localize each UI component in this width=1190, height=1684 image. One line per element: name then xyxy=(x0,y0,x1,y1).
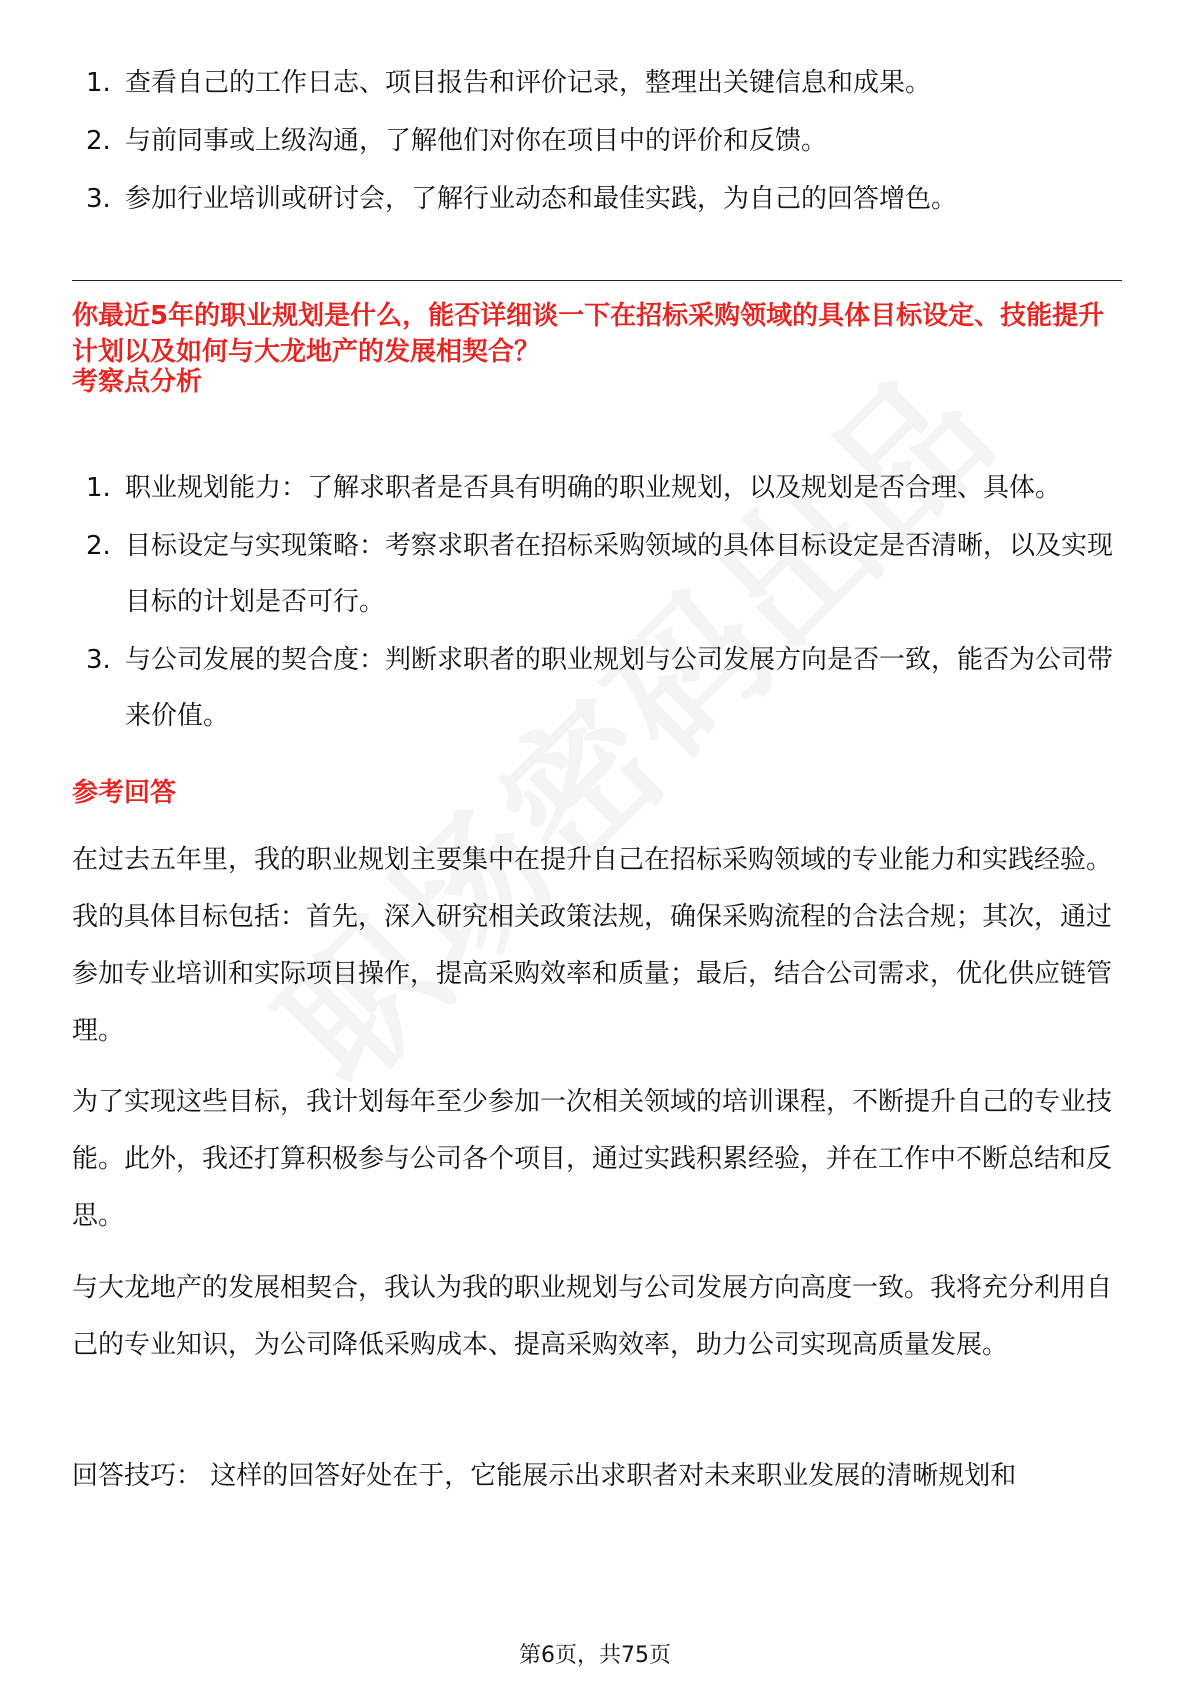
list-number: 3. xyxy=(86,184,111,214)
document-page xyxy=(72,0,1122,1684)
list-text: 职业规划能力：了解求职者是否具有明确的职业规划，以及规划是否合理、具体。 xyxy=(125,473,1062,503)
top-list xyxy=(72,54,1122,228)
answer-paragraph: 为了实现这些目标，我计划每年至少参加一次相关领域的培训课程，不断提升自己的专业技能。此外，我还打算积极参与公司各个项目，通过实践积累经验，并在工作中不断总结和反思。 xyxy=(72,1087,1113,1231)
list-number: 2. xyxy=(86,531,111,561)
list-item xyxy=(72,632,1122,744)
analysis-heading: 考察点分析 xyxy=(72,367,203,397)
list-number: 3. xyxy=(86,645,111,675)
page-number: 第6页，共75页 xyxy=(519,1643,671,1668)
list-number: 1. xyxy=(86,473,111,503)
list-number: 2. xyxy=(86,126,111,156)
list-text: 与公司发展的契合度：判断求职者的职业规划与公司发展方向是否一致，能否为公司带来价值。 xyxy=(125,645,1114,731)
answer-heading: 参考回答 xyxy=(72,778,177,808)
list-text: 目标设定与实现策略：考察求职者在招标采购领域的具体目标设定是否清晰，以及实现目标的计划是否可行。 xyxy=(125,531,1114,617)
list-text: 与前同事或上级沟通，了解他们对你在项目中的评价和反馈。 xyxy=(125,126,828,156)
list-text: 查看自己的工作日志、项目报告和评价记录，整理出关键信息和成果。 xyxy=(125,68,932,98)
interview-question: 你最近5年的职业规划是什么，能否详细谈一下在招标采购领域的具体目标设定、技能提升计划以及如何与大龙地产的发展相契合？ xyxy=(72,301,1105,367)
list-number: 1. xyxy=(86,68,111,98)
list-item xyxy=(72,170,1122,228)
list-item xyxy=(72,518,1122,630)
list-text: 参加行业培训或研讨会，了解行业动态和最佳实践，为自己的回答增色。 xyxy=(125,184,958,214)
answer-tip: 回答技巧： 这样的回答好处在于，它能展示出求职者对未来职业发展的清晰规划和 xyxy=(72,1461,1017,1491)
list-item xyxy=(72,112,1122,170)
section-divider xyxy=(72,280,1122,281)
list-item xyxy=(72,54,1122,112)
answer-paragraph: 与大龙地产的发展相契合，我认为我的职业规划与公司发展方向高度一致。我将充分利用自己的专业知识，为公司降低采购成本、提高采购效率，助力公司实现高质量发展。 xyxy=(72,1273,1113,1360)
list-item xyxy=(72,460,1122,516)
analysis-list xyxy=(72,460,1122,746)
answer-paragraph: 在过去五年里，我的职业规划主要集中在提升自己在招标采购领域的专业能力和实践经验。我的具体目标包括：首先，深入研究相关政策法规，确保采购流程的合法合规；其次，通过参加专业培训和实际项目操作，提高采购效率和质量；最后，结合公司需求，优化供应链管理。 xyxy=(72,845,1113,1046)
